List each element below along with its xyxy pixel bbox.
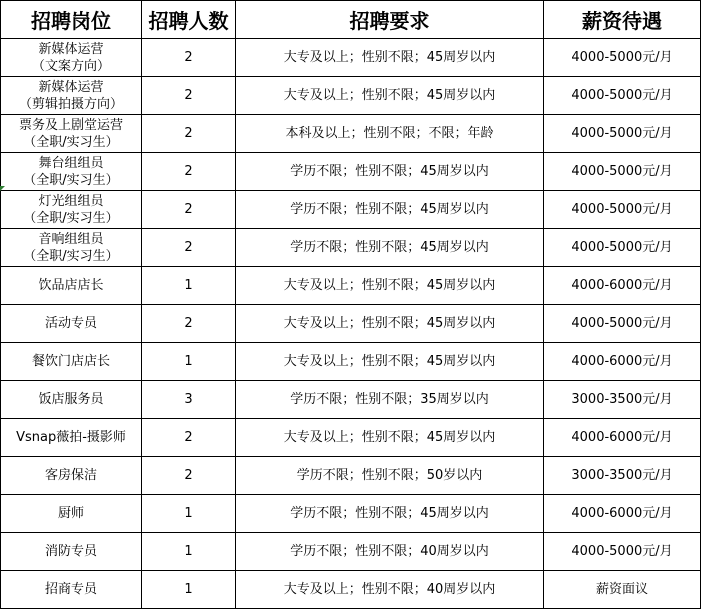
position-cell	[1, 533, 142, 571]
position-line: （文案方向）	[31, 58, 110, 74]
requirement-cell: 学历不限；性别不限；45周岁以内	[236, 153, 544, 191]
salary-cell: 4000-5000元/月	[544, 39, 701, 77]
position-cell	[1, 191, 142, 229]
count-cell: 2	[142, 39, 236, 77]
table-row	[1, 571, 701, 609]
requirement-cell: 大专及以上；性别不限；45周岁以内	[236, 77, 544, 115]
table-body	[1, 39, 701, 609]
requirement-cell: 大专及以上；性别不限；45周岁以内	[236, 343, 544, 381]
count-cell: 2	[142, 77, 236, 115]
position-line: 舞台组组员	[38, 155, 104, 171]
table-row	[1, 495, 701, 533]
table-row	[1, 77, 701, 115]
count-cell: 3	[142, 381, 236, 419]
salary-cell: 4000-5000元/月	[544, 77, 701, 115]
requirement-cell: 大专及以上；性别不限；40周岁以内	[236, 571, 544, 609]
salary-cell: 4000-5000元/月	[544, 191, 701, 229]
requirement-cell: 学历不限；性别不限；45周岁以内	[236, 191, 544, 229]
salary-cell: 薪资面议	[544, 571, 701, 609]
header-position: 招聘岗位	[1, 1, 142, 39]
position-line: 饮品店店长	[38, 278, 104, 293]
salary-cell: 4000-5000元/月	[544, 153, 701, 191]
position-line: （全职/实习生）	[23, 172, 119, 188]
count-cell: 2	[142, 191, 236, 229]
position-line: 新媒体运营	[38, 41, 104, 57]
position-line: Vsnap薇拍-摄影师	[16, 430, 126, 445]
count-cell: 1	[142, 267, 236, 305]
count-cell: 1	[142, 571, 236, 609]
position-line: （全职/实习生）	[23, 210, 119, 226]
header-count: 招聘人数	[142, 1, 236, 39]
header-salary: 薪资待遇	[544, 1, 701, 39]
salary-cell: 4000-6000元/月	[544, 495, 701, 533]
position-line: 消防专员	[44, 544, 97, 559]
position-line: 客房保洁	[44, 468, 97, 483]
position-cell	[1, 457, 142, 495]
count-cell: 1	[142, 343, 236, 381]
requirement-cell: 学历不限；性别不限；40周岁以内	[236, 533, 544, 571]
salary-cell: 4000-6000元/月	[544, 419, 701, 457]
table-row	[1, 39, 701, 77]
table-row	[1, 305, 701, 343]
count-cell: 1	[142, 495, 236, 533]
salary-cell: 4000-5000元/月	[544, 115, 701, 153]
salary-cell: 4000-6000元/月	[544, 343, 701, 381]
table-row	[1, 381, 701, 419]
position-line: 厨师	[57, 506, 84, 521]
position-cell	[1, 419, 142, 457]
table-row	[1, 457, 701, 495]
position-line: 音响组组员	[38, 231, 104, 247]
count-cell: 2	[142, 419, 236, 457]
position-line: 票务及上剧堂运营	[18, 117, 123, 133]
requirement-cell: 学历不限；性别不限；45周岁以内	[236, 229, 544, 267]
cell-comment-marker	[0, 186, 5, 191]
position-cell	[1, 39, 142, 77]
count-cell: 2	[142, 229, 236, 267]
requirement-cell: 学历不限；性别不限；50岁以内	[236, 457, 544, 495]
table-row	[1, 229, 701, 267]
table-row	[1, 191, 701, 229]
position-line: 餐饮门店店长	[31, 354, 110, 369]
count-cell: 1	[142, 533, 236, 571]
table-row	[1, 153, 701, 191]
count-cell: 2	[142, 153, 236, 191]
position-cell	[1, 153, 142, 191]
position-cell	[1, 381, 142, 419]
position-line: 灯光组组员	[38, 193, 104, 209]
position-cell	[1, 495, 142, 533]
position-line: （剪辑拍摄方向）	[18, 96, 123, 112]
requirement-cell: 大专及以上；性别不限；45周岁以内	[236, 267, 544, 305]
position-line: （全职/实习生）	[23, 248, 119, 264]
position-line: 活动专员	[44, 316, 97, 331]
salary-cell: 3000-3500元/月	[544, 457, 701, 495]
requirement-cell: 大专及以上；性别不限；45周岁以内	[236, 419, 544, 457]
table-row	[1, 115, 701, 153]
requirement-cell: 学历不限；性别不限；35周岁以内	[236, 381, 544, 419]
header-row	[1, 1, 701, 39]
count-cell: 2	[142, 305, 236, 343]
salary-cell: 4000-5000元/月	[544, 229, 701, 267]
position-line: 饭店服务员	[38, 392, 104, 407]
position-cell	[1, 343, 142, 381]
requirement-cell: 学历不限；性别不限；45周岁以内	[236, 495, 544, 533]
salary-cell: 4000-5000元/月	[544, 533, 701, 571]
position-cell	[1, 77, 142, 115]
salary-cell: 4000-5000元/月	[544, 305, 701, 343]
position-line: （全职/实习生）	[23, 134, 119, 150]
table-row	[1, 343, 701, 381]
position-cell	[1, 115, 142, 153]
position-cell	[1, 571, 142, 609]
position-cell	[1, 229, 142, 267]
salary-cell: 4000-6000元/月	[544, 267, 701, 305]
table-row	[1, 419, 701, 457]
header-requirement: 招聘要求	[236, 1, 544, 39]
requirement-cell: 本科及以上；性别不限；不限；年龄	[236, 115, 544, 153]
table-row	[1, 267, 701, 305]
table-row	[1, 533, 701, 571]
position-line: 招商专员	[44, 582, 97, 597]
requirement-cell: 大专及以上；性别不限；45周岁以内	[236, 39, 544, 77]
position-line: 新媒体运营	[38, 79, 104, 95]
salary-cell: 3000-3500元/月	[544, 381, 701, 419]
count-cell: 2	[142, 457, 236, 495]
position-cell	[1, 305, 142, 343]
count-cell: 2	[142, 115, 236, 153]
requirement-cell: 大专及以上；性别不限；45周岁以内	[236, 305, 544, 343]
position-cell	[1, 267, 142, 305]
